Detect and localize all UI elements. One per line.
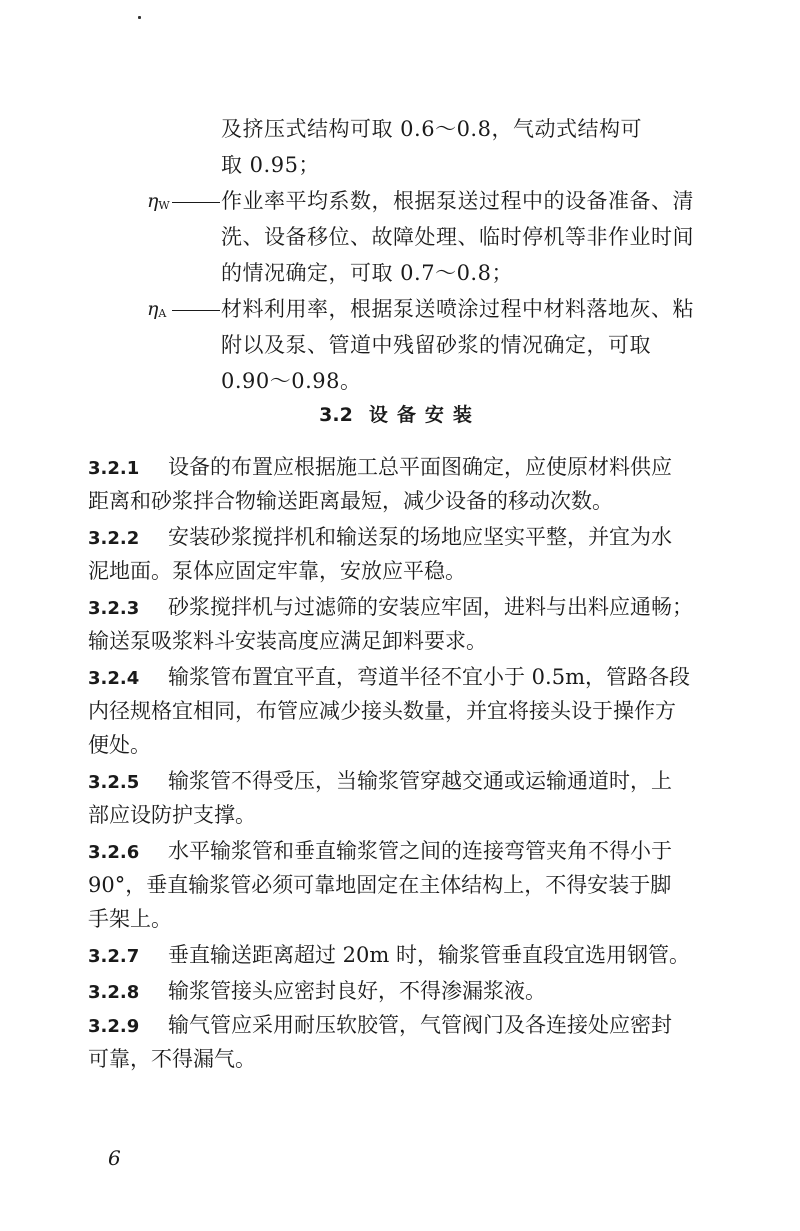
clause-text: 输浆管不得受压，当输浆管穿越交通或运输通道时，上	[168, 769, 672, 793]
clause-number: 3.2.6	[88, 842, 140, 863]
section-number: 3.2	[319, 404, 353, 426]
clause-3-2-1	[88, 452, 672, 484]
definition-line: 的情况确定，可取 0.7～0.8；	[221, 261, 513, 285]
continuation-line: 取 0.95；	[221, 153, 320, 177]
definition-line: 0.90～0.98。	[221, 369, 362, 393]
clause-text: 输气管应采用耐压软胶管，气管阀门及各连接处应密封	[168, 1013, 672, 1037]
definition-line: 洗、设备移位、故障处理、临时停机等非作业时间	[221, 225, 694, 249]
clause-text: 输浆管布置宜平直，弯道半径不宜小于 0.5m，管路各段	[168, 665, 690, 689]
em-dash-separator	[172, 310, 220, 311]
definition-line: 附以及泵、管道中残留砂浆的情况确定，可取	[221, 333, 651, 357]
clause-text-line: 内径规格宜相同，布管应减少接头数量，并宜将接头设于操作方	[88, 699, 676, 723]
clause-text: 输浆管接头应密封良好，不得渗漏浆液。	[168, 979, 546, 1003]
clause-number: 3.2.4	[88, 668, 140, 689]
section-heading	[0, 400, 800, 430]
clause-3-2-7	[88, 940, 690, 972]
clause-number: 3.2.1	[88, 458, 140, 479]
clause-text: 垂直输送距离超过 20m 时，输浆管垂直段宜选用钢管。	[168, 943, 690, 967]
clause-number: 3.2.8	[88, 982, 140, 1003]
clause-3-2-3	[88, 592, 693, 624]
clause-number: 3.2.2	[88, 528, 140, 549]
clause-number: 3.2.9	[88, 1016, 140, 1037]
symbol-eta-w: $\eta_W$	[147, 190, 170, 212]
em-dash-separator	[172, 202, 220, 203]
clause-text-line: 90°，垂直输浆管必须可靠地固定在主体结构上，不得安装于脚	[88, 873, 672, 897]
clause-text-line: 手架上。	[88, 907, 172, 931]
continuation-line: 及挤压式结构可取 0.6～0.8，气动式结构可	[221, 117, 642, 141]
clause-text-line: 部应设防护支撑。	[88, 803, 256, 827]
clause-number: 3.2.5	[88, 772, 140, 793]
clause-text-line: 便处。	[88, 733, 151, 757]
clause-3-2-8	[88, 976, 546, 1008]
clause-text-line: 距离和砂浆拌合物输送距离最短，减少设备的移动次数。	[88, 489, 613, 513]
clause-3-2-2	[88, 522, 672, 554]
page-number: 6	[108, 1146, 121, 1170]
clause-number: 3.2.3	[88, 598, 140, 619]
clause-text: 水平输浆管和垂直输浆管之间的连接弯管夹角不得小于	[168, 839, 672, 863]
definition-line: 材料利用率，根据泵送喷涂过程中材料落地灰、粘	[221, 297, 694, 321]
definition-line: 作业率平均系数，根据泵送过程中的设备准备、清	[221, 189, 694, 213]
clause-text: 砂浆搅拌机与过滤筛的安装应牢固，进料与出料应通畅；	[168, 595, 693, 619]
clause-number: 3.2.7	[88, 946, 140, 967]
clause-text-line: 泥地面。泵体应固定牢靠，安放应平稳。	[88, 559, 466, 583]
clause-text: 设备的布置应根据施工总平面图确定，应使原材料供应	[168, 455, 672, 479]
clause-text-line: 输送泵吸浆料斗安装高度应满足卸料要求。	[88, 629, 487, 653]
clause-3-2-4	[88, 662, 690, 694]
clause-3-2-6	[88, 836, 672, 868]
clause-text-line: 可靠，不得漏气。	[88, 1047, 256, 1071]
clause-3-2-5	[88, 766, 672, 798]
scan-speck	[138, 16, 141, 19]
section-title: 设备安装	[368, 404, 481, 426]
symbol-eta-a: $\eta_A$	[147, 298, 167, 320]
clause-3-2-9	[88, 1010, 672, 1042]
clause-text: 安装砂浆搅拌机和输送泵的场地应坚实平整，并宜为水	[168, 525, 672, 549]
